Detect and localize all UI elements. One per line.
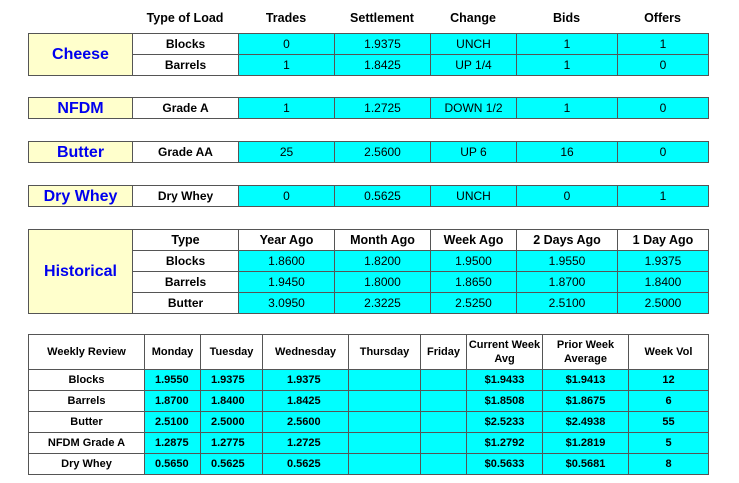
cell-value: 1.9375: [618, 251, 709, 272]
cell-product: NFDM Grade A: [29, 433, 145, 454]
cell-bids: 1: [517, 55, 618, 76]
cell-value: 2.5250: [431, 293, 517, 314]
cell-value: 5: [629, 433, 709, 454]
cell-value: 12: [629, 370, 709, 391]
column-header: Thursday: [349, 335, 421, 370]
column-header: Tuesday: [201, 335, 263, 370]
cell-value: 55: [629, 412, 709, 433]
column-header: 1 Day Ago: [618, 230, 709, 251]
cell-value: [349, 370, 421, 391]
cell-trades: 0: [239, 34, 335, 55]
cell-value: 0.5625: [201, 454, 263, 475]
cell-offers: 1: [618, 186, 709, 207]
table-row: [29, 34, 709, 55]
cell-value: $0.5633: [467, 454, 543, 475]
cell-settlement: 1.8425: [335, 55, 431, 76]
column-header: 2 Days Ago: [517, 230, 618, 251]
cell-offers: 1: [618, 34, 709, 55]
table-row: [29, 391, 709, 412]
cell-value: 6: [629, 391, 709, 412]
cell-value: 1.8400: [201, 391, 263, 412]
column-header: Weekly Review: [29, 335, 145, 370]
cell-type: Barrels: [133, 272, 239, 293]
nfdm-label: NFDM: [29, 98, 133, 119]
cell-value: 2.5000: [618, 293, 709, 314]
cell-value: 1.9375: [263, 370, 349, 391]
cell-value: 1.8650: [431, 272, 517, 293]
cell-change: UNCH: [431, 34, 517, 55]
cell-type: Blocks: [133, 251, 239, 272]
column-header: Type: [133, 230, 239, 251]
cell-offers: 0: [618, 55, 709, 76]
table-row: [29, 412, 709, 433]
cell-value: $1.2819: [543, 433, 629, 454]
cell-change: UP 6: [431, 142, 517, 163]
cell-value: 0.5625: [263, 454, 349, 475]
cell-type: Blocks: [133, 34, 239, 55]
cell-value: $2.4938: [543, 412, 629, 433]
cell-value: $2.5233: [467, 412, 543, 433]
cell-value: 2.5100: [517, 293, 618, 314]
cell-settlement: 0.5625: [335, 186, 431, 207]
cell-value: $0.5681: [543, 454, 629, 475]
cell-value: 1.8400: [618, 272, 709, 293]
table-header-row: [29, 335, 709, 370]
cell-trades: 0: [239, 186, 335, 207]
cell-value: $1.8675: [543, 391, 629, 412]
column-header: Year Ago: [239, 230, 335, 251]
cell-value: 1.2875: [145, 433, 201, 454]
cell-value: [349, 454, 421, 475]
cell-type: Grade AA: [133, 142, 239, 163]
cell-value: [421, 391, 467, 412]
column-header: Week Ago: [431, 230, 517, 251]
cell-product: Barrels: [29, 391, 145, 412]
column-header: Friday: [421, 335, 467, 370]
cell-value: [349, 391, 421, 412]
cell-type: Dry Whey: [133, 186, 239, 207]
column-header: Week Vol: [629, 335, 709, 370]
cell-type: Barrels: [133, 55, 239, 76]
header-bids: Bids: [552, 11, 581, 25]
cell-bids: 1: [517, 34, 618, 55]
cell-bids: 16: [517, 142, 618, 163]
table-row: [29, 98, 709, 119]
cell-type: Grade A: [133, 98, 239, 119]
cell-value: 0.5650: [145, 454, 201, 475]
cell-value: [421, 454, 467, 475]
cell-value: 1.8700: [145, 391, 201, 412]
cheese-table: [28, 33, 709, 76]
header-settlement: Settlement: [350, 11, 414, 25]
cell-value: 1.9550: [145, 370, 201, 391]
cell-offers: 0: [618, 142, 709, 163]
table-row: [29, 230, 709, 251]
table-row: [29, 454, 709, 475]
cell-offers: 0: [618, 98, 709, 119]
cell-product: Dry Whey: [29, 454, 145, 475]
cell-settlement: 2.5600: [335, 142, 431, 163]
cell-value: 1.9375: [201, 370, 263, 391]
cell-value: 1.2775: [201, 433, 263, 454]
cell-value: 1.2725: [263, 433, 349, 454]
header-offers: Offers: [644, 11, 681, 25]
cell-value: 1.9450: [239, 272, 335, 293]
column-header: Prior Week Average: [543, 335, 629, 370]
cell-value: [421, 412, 467, 433]
cell-value: [349, 412, 421, 433]
cell-change: UNCH: [431, 186, 517, 207]
butter-table: [28, 141, 709, 163]
cell-value: 1.8000: [335, 272, 431, 293]
table-row: [29, 370, 709, 391]
drywhey-label: Dry Whey: [29, 186, 133, 207]
cell-type: Butter: [133, 293, 239, 314]
nfdm-table: [28, 97, 709, 119]
historical-label: Historical: [29, 230, 133, 314]
cell-value: 2.5000: [201, 412, 263, 433]
cell-change: UP 1/4: [431, 55, 517, 76]
cell-value: [349, 433, 421, 454]
butter-label: Butter: [29, 142, 133, 163]
cell-value: 2.5100: [145, 412, 201, 433]
column-header: Month Ago: [335, 230, 431, 251]
cell-value: 1.8700: [517, 272, 618, 293]
header-type-of-load: Type of Load: [146, 11, 224, 25]
historical-table: [28, 229, 709, 314]
header-change: Change: [450, 11, 496, 25]
cell-value: $1.2792: [467, 433, 543, 454]
cell-value: 1.9550: [517, 251, 618, 272]
weekly-review-table: [28, 334, 709, 475]
cell-value: 1.9500: [431, 251, 517, 272]
cell-bids: 0: [517, 186, 618, 207]
cell-change: DOWN 1/2: [431, 98, 517, 119]
cell-trades: 1: [239, 98, 335, 119]
cell-bids: 1: [517, 98, 618, 119]
table-row: [29, 186, 709, 207]
column-header: Wednesday: [263, 335, 349, 370]
cell-product: Blocks: [29, 370, 145, 391]
cell-value: 1.8425: [263, 391, 349, 412]
cell-value: 3.0950: [239, 293, 335, 314]
table-row: [29, 433, 709, 454]
cell-product: Butter: [29, 412, 145, 433]
cell-value: 2.3225: [335, 293, 431, 314]
cell-value: [421, 433, 467, 454]
column-header: Current Week Avg: [467, 335, 543, 370]
cell-value: 2.5600: [263, 412, 349, 433]
cell-value: $1.9433: [467, 370, 543, 391]
cell-settlement: 1.2725: [335, 98, 431, 119]
column-header: Monday: [145, 335, 201, 370]
cell-value: 1.8200: [335, 251, 431, 272]
cell-trades: 25: [239, 142, 335, 163]
table-row: [29, 142, 709, 163]
cell-settlement: 1.9375: [335, 34, 431, 55]
drywhey-table: [28, 185, 709, 207]
cheese-label: Cheese: [29, 34, 133, 76]
cell-value: 1.8600: [239, 251, 335, 272]
header-trades: Trades: [265, 11, 307, 25]
cell-value: [421, 370, 467, 391]
cell-value: $1.8508: [467, 391, 543, 412]
cell-trades: 1: [239, 55, 335, 76]
cell-value: 8: [629, 454, 709, 475]
cell-value: $1.9413: [543, 370, 629, 391]
